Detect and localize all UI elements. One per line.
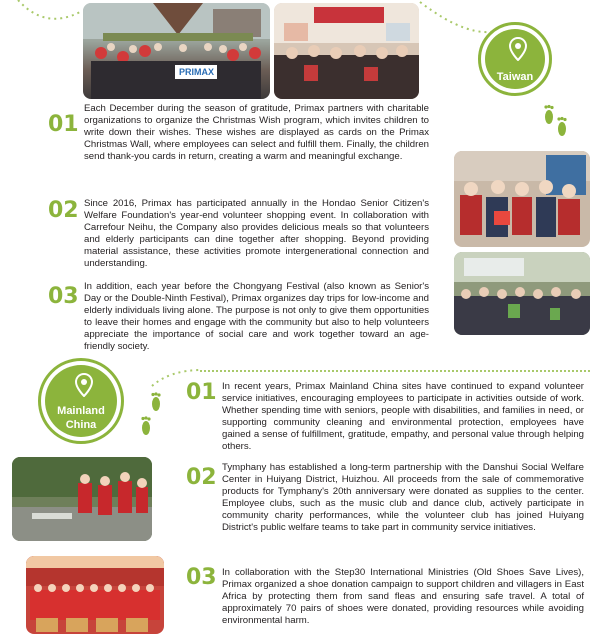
photo-shoe-donation [26, 556, 164, 634]
mainland-item-2-text: Tymphany has established a long-term partnership with the Danshui Social Welfare Center in Huiyang District, Huizhou. All proceeds from the sale of commemorative products for Tymphany's 20th anniversary were donated as supplies to the center. Employee clubs, such as the music club and dance club, actively participate in community charity performances, while the volunteer club has joined Huiyang District's public welfare teams to take part in community service initiatives. [222, 462, 584, 533]
photo-senior-daytrip [454, 252, 590, 335]
mainland-china-badge [38, 358, 124, 444]
mainland-item-3-text: In collaboration with the Step30 International Ministries (Old Shoes Save Lives), Primax organized a shoe donation campaign to support children and villagers in East Africa by protecting them from sand fleas and ensuring safe travel. A total of approximately 70 pairs of shoes were donated, providing resources while avoiding environmental harm. [222, 567, 584, 626]
mainland-item-2-number: 02 [186, 465, 217, 490]
photo-children-thankyou [454, 151, 590, 247]
photo-cleanup-volunteers [12, 457, 152, 541]
photo-wall-cards [274, 3, 419, 99]
taiwan-item-1-text: Each December during the season of gratitude, Primax partners with charitable organizations to organize the Christmas Wish program, which invites children to write down their wishes. These wishes are displayed as cards on the Primax Christmas Wall, where employees can select and fulfill them. Finally, the children send thank-you cards in return, creating a warm and meaningful exchange. [84, 103, 429, 162]
taiwan-item-2-number: 02 [48, 198, 79, 223]
taiwan-badge-label: Taiwan [496, 71, 534, 83]
mainland-item-1-number: 01 [186, 380, 217, 405]
section-divider [200, 370, 590, 372]
taiwan-item-2-text: Since 2016, Primax has participated annually in the Hondao Senior Citizen's Welfare Foundation's year-end volunteer shopping event. In collaboration with Carrefour Neihu, the Company also provides delicious meals so that volunteers and elderly participants can dine together after shopping. Beyond providing material assistance, these activities promote intergenerational connection and understanding. [84, 198, 429, 269]
footprints-icon [136, 392, 166, 438]
photo-christmas-group [83, 3, 270, 99]
mainland-badge-line2: China [65, 419, 97, 431]
mainland-item-1-text: In recent years, Primax Mainland China sites have continued to expand volunteer service initiatives, encouraging employees to participate in activities outside of work. Whether spending time with seniors, people with disabilities, and families in need, or supporting community cleaning and environmental protection, employees have gained a sense of fulfillment, gratitude, empathy, and personal value through helping others. [222, 381, 584, 452]
mainland-badge-line1: Mainland [57, 405, 105, 417]
location-pin-icon [75, 373, 93, 397]
taiwan-badge [478, 22, 552, 96]
footprints-icon [540, 104, 570, 140]
taiwan-item-3-number: 03 [48, 284, 79, 309]
taiwan-item-3-text: In addition, each year before the Chongyang Festival (also known as Senior's Day or the Double-Ninth Festival), Primax organizes day trips for low-income and elderly individuals living alone. The purpose is not only to give them opportunities to leave their homes and engage with the community but also to help volunteers appreciate the importance of social care and work together toward an age-friendly society. [84, 281, 429, 352]
taiwan-item-1-number: 01 [48, 112, 79, 137]
location-pin-icon [509, 37, 527, 61]
photo-banner-text: PRIMAX [179, 67, 215, 77]
mainland-item-3-number: 03 [186, 565, 217, 590]
